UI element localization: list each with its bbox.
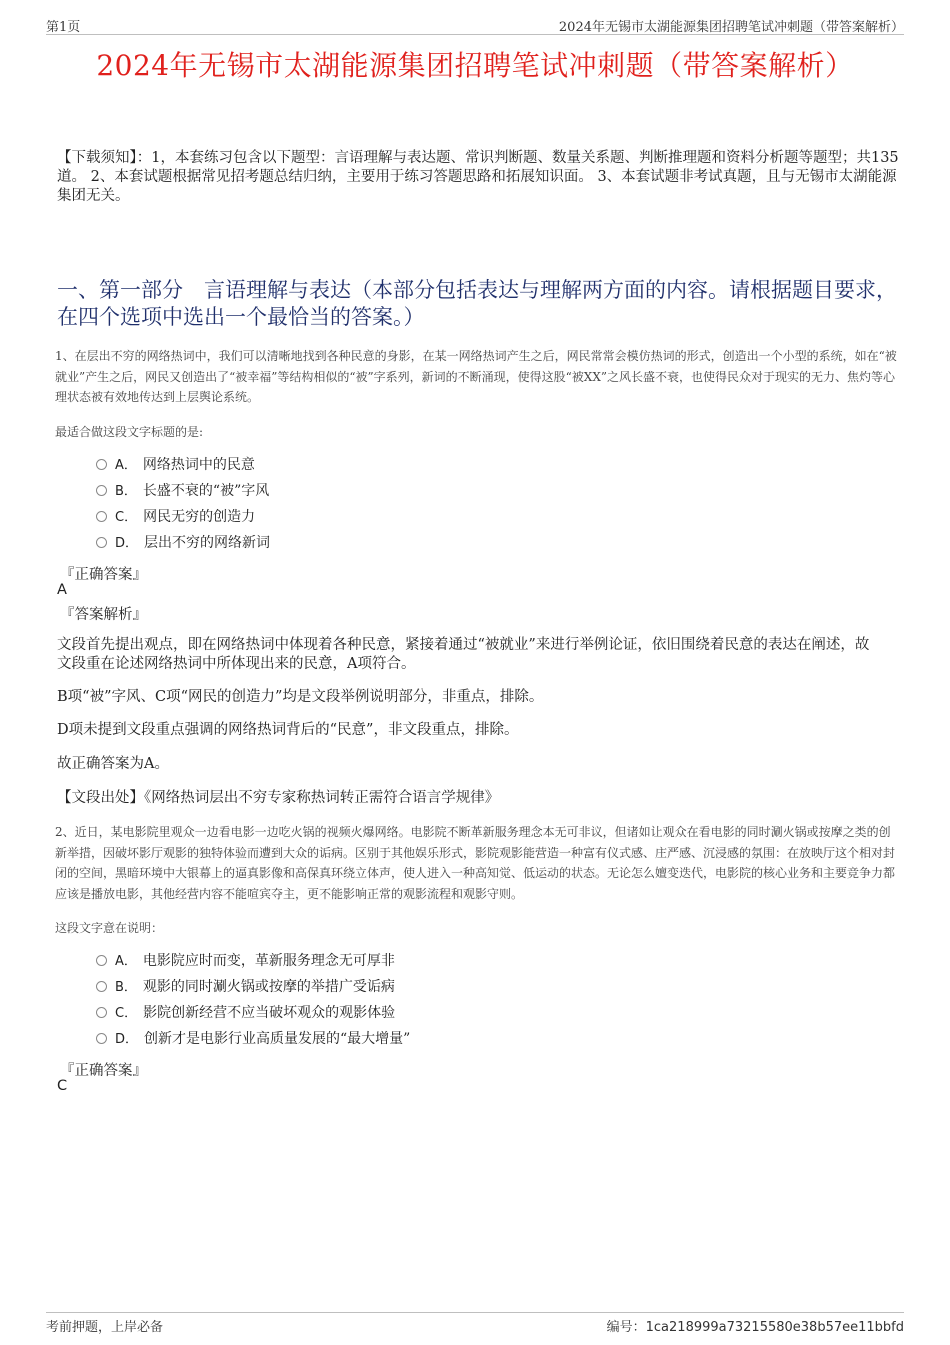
download-notice: 【下载须知】：1，本套练习包含以下题型：言语理解与表达题、常识判断题、数量关系题、判断推理题和资料分析题等题型；共135道。 2、本套试题根据常见招考题总结归纳，主要用于练习答题思路和拓展知识面。 3、本套试题非考试真题，且与无锡市太湖能源集团无关。 xyxy=(57,150,899,204)
section-heading: 一、第一部分 言语理解与表达（本部分包括表达与理解两方面的内容。请根据题目要求，在四个选项中选出一个最恰当的答案。） xyxy=(57,278,897,329)
header-doc-title: 2024年无锡市太湖能源集团招聘笔试冲刺题（带答案解析） xyxy=(558,20,904,35)
radio-icon[interactable] xyxy=(96,955,107,966)
page-number: 第1页 xyxy=(46,20,81,35)
q1-answer-label: 『正确答案』 xyxy=(60,567,147,583)
radio-icon[interactable] xyxy=(96,485,107,496)
question-2-text: 2、近日，某电影院里观众一边看电影一边吃火锅的视频火爆网络。电影院不断革新服务理念本无可非议，但诸如让观众在看电影的同时涮火锅或按摩之类的创新举措，因破坏影厅观影的独特体验而遭到大众的诟病。区别于其他娱乐形式，影院观影能营造一种富有仪式感、庄严感、沉浸感的氛围：在放映厅这个相对封闭的空间，黑暗环境中大银幕上的逼真影像和高保真环绕立体声，使人进入一种高知觉、低运动的状态。无论怎么嬗变迭代，电影院的核心业务和主要竞争力都应该是播放电影，其他经营内容不能喧宾夺主，更不能影响正常的观影流程和观影守则。 xyxy=(55,825,896,901)
radio-icon[interactable] xyxy=(96,511,107,522)
q2-answer: C xyxy=(57,1078,68,1094)
q1-option-d[interactable]: D． 层出不穷的网络新词 xyxy=(96,533,270,553)
radio-icon[interactable] xyxy=(96,537,107,548)
page-header xyxy=(46,14,904,35)
footer-slogan: 考前押题，上岸必备 xyxy=(46,1320,164,1335)
q2-option-b[interactable]: B． 观影的同时涮火锅或按摩的举措广受诟病 xyxy=(96,977,395,997)
q1-analysis-3: D项未提到文段重点强调的网络热词背后的“民意”，非文段重点，排除。 xyxy=(57,722,519,738)
q1-option-a[interactable]: A． 网络热词中的民意 xyxy=(96,455,255,475)
q1-option-b[interactable]: B． 长盛不衰的“被”字风 xyxy=(96,481,269,501)
footer-code-label: 编号： xyxy=(606,1320,646,1335)
q1-analysis-label: 『答案解析』 xyxy=(60,607,147,623)
q2-answer-label: 『正确答案』 xyxy=(60,1063,147,1079)
question-2-prompt: 这段文字意在说明： xyxy=(55,921,164,935)
radio-icon[interactable] xyxy=(96,981,107,992)
page-title: 2024年无锡市太湖能源集团招聘笔试冲刺题（带答案解析） xyxy=(96,49,854,82)
q1-analysis-1: 文段首先提出观点，即在网络热词中体现着各种民意，紧接着通过“被就业”来进行举例论证，依旧围绕着民意的表达在阐述，故文段重在论述网络热词中所体现出来的民意，A项符合。 xyxy=(57,637,870,672)
footer-code-value: 1ca218999a73215580e38b57ee11bbfd xyxy=(645,1320,904,1335)
question-1-prompt: 最适合做这段文字标题的是: xyxy=(55,425,204,439)
footer-code xyxy=(607,1316,904,1335)
q2-option-a[interactable]: A． 电影院应时而变，革新服务理念无可厚非 xyxy=(96,951,395,971)
radio-icon[interactable] xyxy=(96,1007,107,1018)
q2-option-c[interactable]: C． 影院创新经营不应当破坏观众的观影体验 xyxy=(96,1003,395,1023)
radio-icon[interactable] xyxy=(96,459,107,470)
q2-option-d[interactable]: D． 创新才是电影行业高质量发展的“最大增量” xyxy=(96,1029,410,1049)
question-1-text: 1、在层出不穷的网络热词中，我们可以清晰地找到各种民意的身影，在某一网络热词产生之后，网民常常会模仿热词的形式，创造出一个小型的系统，如在“被就业”产生之后，网民又创造出了“被幸福”等结构相似的“被”字系列，新词的不断涌现，使得这股“被XX”之风长盛不衰，也使得民众对于现实的无力、焦灼等心理状态被有效地传达到上层舆论系统。 xyxy=(55,349,897,404)
radio-icon[interactable] xyxy=(96,1033,107,1044)
q1-analysis-2: B项“被”字风、C项“网民的创造力”均是文段举例说明部分，非重点，排除。 xyxy=(57,689,544,705)
q1-option-c[interactable]: C． 网民无穷的创造力 xyxy=(96,507,255,527)
page-footer xyxy=(46,1312,904,1333)
q1-source: 【文段出处】《网络热词层出不穷专家称热词转正需符合语言学规律》 xyxy=(57,790,500,806)
q1-analysis-4: 故正确答案为A。 xyxy=(57,756,169,772)
q1-answer: A xyxy=(57,582,67,598)
